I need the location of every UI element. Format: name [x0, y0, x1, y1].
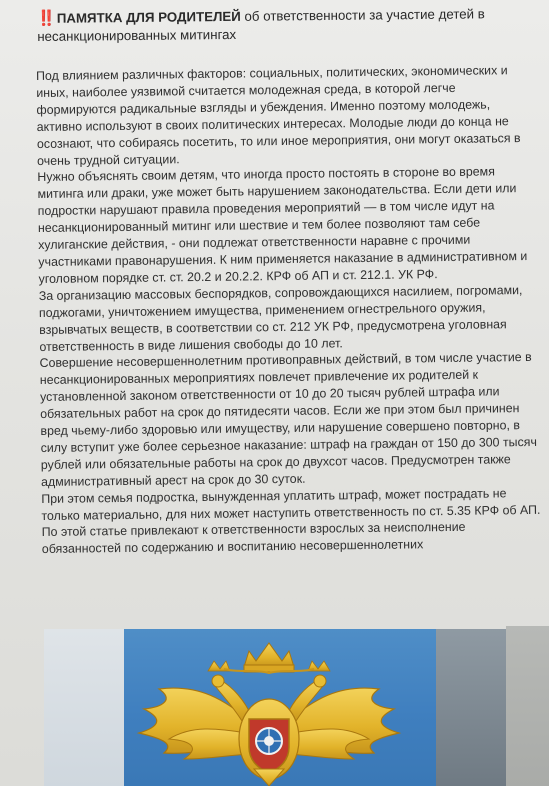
post-paragraph-riots: За организацию массовых беспорядков, сопровождающихся насилием, погромами, поджогами, уничтожением имущества, применением огнестрельного оружия, взрывчатых веществ, в соответствии со ст. 212 УК РФ, предусмотрена уголовная ответственность в виде лишения свободы до 10 лет. — [38, 282, 523, 354]
post-paragraph-article: По этой статье привлекают к ответственности взрослых за неисполнение обязанностей по содержанию и воспитанию несовершеннолетних — [41, 520, 466, 557]
double-headed-eagle-emblem-icon — [104, 629, 434, 786]
post-title — [37, 5, 537, 46]
photo-background-right — [436, 629, 506, 786]
post-photo[interactable] — [44, 629, 506, 786]
double-exclamation-icon: ‼️ — [37, 9, 54, 27]
post-paragraph-explain: Нужно объяснять своим детям, что иногда просто постоять в стороне во время митинга или драки, уже может быть нарушением законодательства. Если дети или подростки нарушают правила проведения мероприятий — в том числе идут на несанкционированный митинг или шествие и тем более позволяют там себе хулиганские действия, - они подлежат ответственности наравне с прочими участниками правонарушения. К ним применяется наказание в административном и уголовном порядке ст. ст. 20.2 и 20.2.2. КРФ об АП и ст. 212.1. УК РФ. — [37, 164, 528, 286]
post-title-strong: ПАМЯТКА ДЛЯ РОДИТЕЛЕЙ — [56, 8, 241, 26]
post-paragraph-parents: Совершение несовершеннолетним противоправных действий, в том числе участие в несанкционированных мероприятиях повлечет привлечение их родителей к установленной законом ответственности от 10 до 20 тысяч рублей штрафа или обязательных работ на срок до пятидесяти часов. Если же при этом был причинен вред чьему-либо здоровью или имуществу, или нарушение совершено повторно, в силу вступит уже более серьезное наказание: штраф на граждан от 150 до 300 тысяч рублей или обязательные работы на срок до двухсот часов. Предусмотрен также административный арест на срок до 30 суток. — [39, 350, 537, 489]
post-body — [36, 62, 544, 558]
right-edge-strip — [506, 626, 549, 786]
post-title-rest: об ответственности за участие детей в несанкционированных митингах — [37, 6, 485, 44]
post-paragraph-intro: Под влиянием различных факторов: социальных, политических, экономических и иных, наиболее уязвимой считается молодежная среда, в которой легче формируются радикальные взгляды и убеждения. Именно поэтому молодежь, активно используют в своих политических интересах. Молодые люди до конца не осознают, что собираясь посетить, то или иное мероприятия, они могут оказаться в очень трудной ситуации. — [36, 63, 521, 168]
post-paragraph-family: При этом семья подростка, вынужденная уплатить штраф, может пострадать не только материально, для них может наступить ответственность по ст. 5.35 КРФ об АП. — [41, 485, 541, 523]
